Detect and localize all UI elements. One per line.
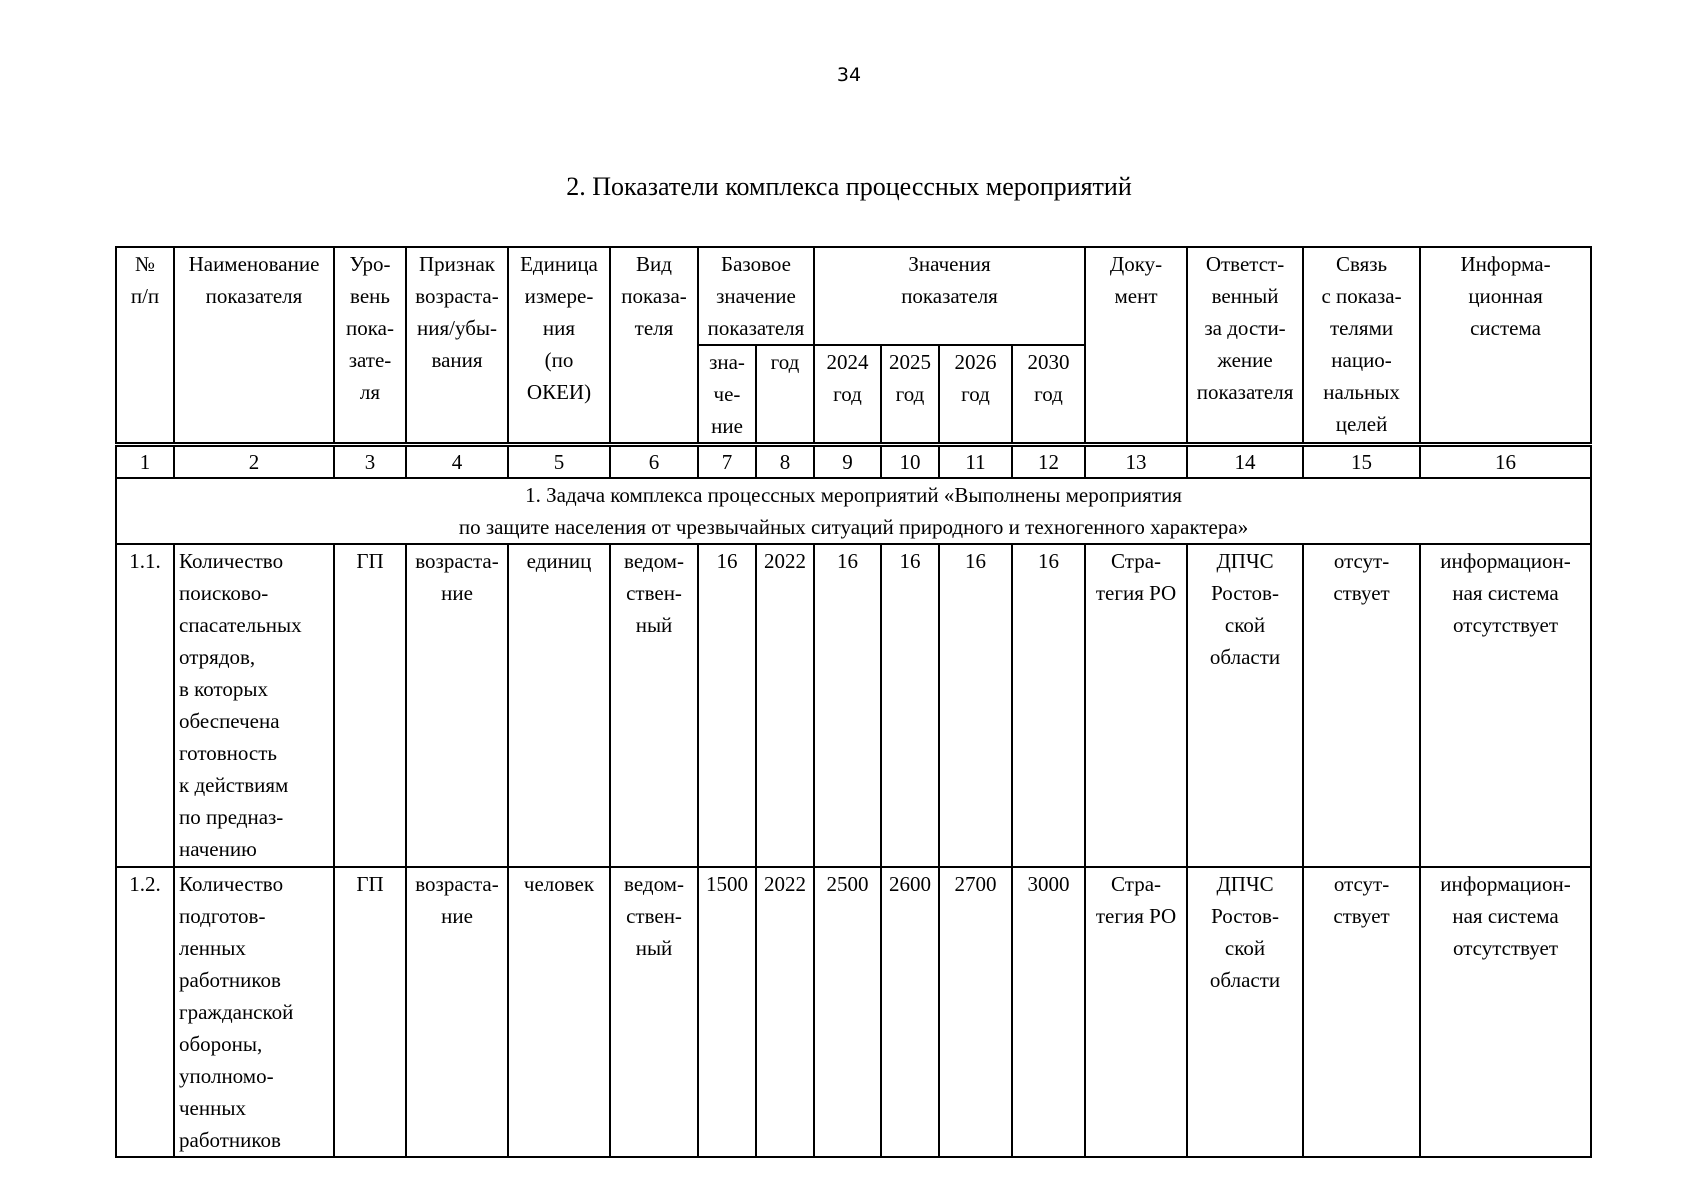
column-number: 15 bbox=[1303, 445, 1420, 479]
row-value-2025: 16 bbox=[881, 544, 939, 867]
header-base-value: зна- че- ние bbox=[698, 345, 756, 445]
column-number: 11 bbox=[939, 445, 1012, 479]
header-row bbox=[116, 247, 1591, 345]
row-base-value: 16 bbox=[698, 544, 756, 867]
header-base-year: год bbox=[756, 345, 814, 445]
column-number: 8 bbox=[756, 445, 814, 479]
row-unit: человек bbox=[508, 867, 610, 1157]
column-number: 2 bbox=[174, 445, 334, 479]
row-level: ГП bbox=[334, 544, 406, 867]
column-number: 9 bbox=[814, 445, 881, 479]
header-name: Наименование показателя bbox=[174, 247, 334, 445]
indicators-table bbox=[115, 246, 1592, 1158]
row-base-year: 2022 bbox=[756, 867, 814, 1157]
column-number: 10 bbox=[881, 445, 939, 479]
column-number: 16 bbox=[1420, 445, 1591, 479]
row-value-2030: 3000 bbox=[1012, 867, 1085, 1157]
row-document: Стра- тегия РО bbox=[1085, 544, 1187, 867]
header-year-2026: 2026 год bbox=[939, 345, 1012, 445]
column-number: 6 bbox=[610, 445, 698, 479]
page-number: 34 bbox=[836, 64, 862, 86]
row-infosys: информацион- ная система отсутствует bbox=[1420, 544, 1591, 867]
header-infosys: Информа- ционная система bbox=[1420, 247, 1591, 445]
row-name: Количество подготов- ленных работников гражданской обороны, уполномо- ченных работников bbox=[174, 867, 334, 1157]
header-level: Уро- вень пока- зате- ля bbox=[334, 247, 406, 445]
header-responsible: Ответст- венный за дости- жение показателя bbox=[1187, 247, 1303, 445]
row-num: 1.1. bbox=[116, 544, 174, 867]
header-num: № п/п bbox=[116, 247, 174, 445]
header-trend: Признак возраста- ния/убы- вания bbox=[406, 247, 508, 445]
column-number: 12 bbox=[1012, 445, 1085, 479]
row-responsible: ДПЧС Ростов- ской области bbox=[1187, 544, 1303, 867]
section-row bbox=[116, 478, 1591, 544]
header-link: Связь с показа- телями нацио- нальных целей bbox=[1303, 247, 1420, 445]
header-year-2025: 2025 год bbox=[881, 345, 939, 445]
column-number: 14 bbox=[1187, 445, 1303, 479]
table-row bbox=[116, 544, 1591, 867]
column-number: 7 bbox=[698, 445, 756, 479]
column-number: 1 bbox=[116, 445, 174, 479]
row-value-2024: 16 bbox=[814, 544, 881, 867]
row-name: Количество поисково- спасательных отрядов, в которых обеспечена готовность к действиям по предназ- начению bbox=[174, 544, 334, 867]
section-title: 1. Задача комплекса процессных мероприятий «Выполнены мероприятия по защите населения от чрезвычайных ситуаций природного и техногенного характера» bbox=[116, 478, 1591, 544]
header-type: Вид показа- теля bbox=[610, 247, 698, 445]
row-trend: возраста- ние bbox=[406, 544, 508, 867]
header-values: Значения показателя bbox=[814, 247, 1085, 345]
page-title: 2. Показатели комплекса процессных мероприятий bbox=[566, 172, 1132, 201]
row-base-year: 2022 bbox=[756, 544, 814, 867]
row-value-2024: 2500 bbox=[814, 867, 881, 1157]
header-base: Базовое значение показателя bbox=[698, 247, 814, 345]
column-number: 4 bbox=[406, 445, 508, 479]
row-document: Стра- тегия РО bbox=[1085, 867, 1187, 1157]
row-type: ведом- ствен- ный bbox=[610, 544, 698, 867]
row-trend: возраста- ние bbox=[406, 867, 508, 1157]
row-unit: единиц bbox=[508, 544, 610, 867]
row-num: 1.2. bbox=[116, 867, 174, 1157]
row-link: отсут- ствует bbox=[1303, 544, 1420, 867]
header-document: Доку- мент bbox=[1085, 247, 1187, 445]
row-link: отсут- ствует bbox=[1303, 867, 1420, 1157]
row-value-2025: 2600 bbox=[881, 867, 939, 1157]
header-year-2024: 2024 год bbox=[814, 345, 881, 445]
header-unit: Единица измере- ния (по ОКЕИ) bbox=[508, 247, 610, 445]
column-number: 5 bbox=[508, 445, 610, 479]
row-base-value: 1500 bbox=[698, 867, 756, 1157]
row-value-2026: 16 bbox=[939, 544, 1012, 867]
row-type: ведом- ствен- ный bbox=[610, 867, 698, 1157]
column-number: 13 bbox=[1085, 445, 1187, 479]
column-number: 3 bbox=[334, 445, 406, 479]
row-value-2026: 2700 bbox=[939, 867, 1012, 1157]
row-level: ГП bbox=[334, 867, 406, 1157]
row-responsible: ДПЧС Ростов- ской области bbox=[1187, 867, 1303, 1157]
table-row bbox=[116, 867, 1591, 1157]
row-infosys: информацион- ная система отсутствует bbox=[1420, 867, 1591, 1157]
column-number-row bbox=[116, 445, 1591, 479]
header-year-2030: 2030 год bbox=[1012, 345, 1085, 445]
row-value-2030: 16 bbox=[1012, 544, 1085, 867]
